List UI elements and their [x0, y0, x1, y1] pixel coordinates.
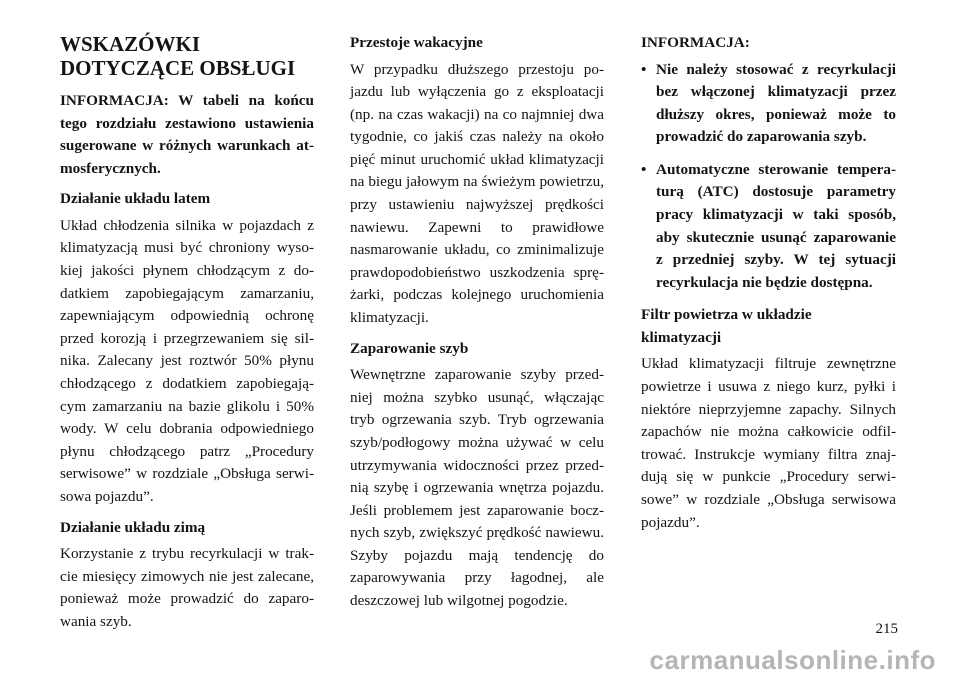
- info-bullet-2: • Automatyczne sterowanie temperaturą (ATC) dostosuje parametry pracy klimatyzacji w taki sposób, aby skutecznie usunąć zaparowanie z przedniej szyby. W tej sytuacji recyrkulacja nie będzie dostępna.: [641, 159, 896, 295]
- info-bullet-1: • Nie należy stosować z recyrkulacji bez włączonej klimatyzacji przez dłuższy okres, ponieważ może to prowadzić do zaparowania szyb.: [641, 59, 896, 149]
- winter-heading: Działanie układu zimą: [60, 518, 206, 536]
- info-bullet-list: [641, 59, 896, 295]
- filter-heading-line2: klimatyzacji: [641, 328, 722, 346]
- vacation-heading: Przestoje wakacyjne: [350, 34, 483, 51]
- fog-heading: Zaparowanie szyb: [350, 339, 469, 357]
- filter-heading: [641, 304, 896, 349]
- watermark: carmanualsonline.info: [649, 644, 936, 675]
- filter-heading-line1: Filtr powietrza w układzie: [641, 306, 812, 324]
- summer-heading: Działanie układu latem: [60, 190, 211, 208]
- summer-paragraph: Układ chłodzenia silnika w pojazdach z klimatyzacją musi być chroniony wysokiej jakości płynem chłodzącym z dodatkiem zapobiegającym zamarzaniu, zapewniającym odpowiednią ochronę przed korozją i przegrzewaniem się silnika. Zalecany jest roztwór 50% płynu chłodzącego z dodatkiem zapobiegającym zamarzaniu na bazie glikolu i 50% wody. W celu dobrania odpowiedniego płynu chłodzącego patrz „Procedury serwisowe” w rozdziale „Obsługa serwisowa pojazdu”.: [60, 216, 314, 505]
- filter-paragraph: Układ klimatyzacji filtruje zewnętrzne powietrze i usuwa z niego kurz, pyłki i niektóre nieprzyjemne zapachy. Silnych zapachów nie można całkowicie odfiltrować. Instrukcje wymiany filtra znajdują się w punkcie „Procedury serwisowe” w rozdziale „Obsługa serwisowa pojazdu”.: [641, 355, 896, 531]
- winter-paragraph: Korzystanie z trybu recyrkulacji w trakcie miesięcy zimowych nie jest zalecane, ponieważ może prowadzić do zaparowania szyb.: [60, 545, 314, 630]
- fog-paragraph: Wewnętrzne zaparowanie szyby przedniej można szybko usunąć, włączając tryb ogrzewania szyb. Tryb ogrzewania szyb/podłogowy można używać w celu utrzymywania widoczności przez przednią szybę i ogrzewania wnętrza pojazdu. Jeśli problemem jest zaparowanie bocznych szyb, zwiększyć prędkość nawiewu. Szyby pojazdu mają tendencję do zaparowywania przy łagodnej, ale deszczowej lub wilgotnej pogodzie.: [350, 366, 604, 610]
- page-number: 215: [875, 621, 898, 637]
- info-heading: INFORMACJA:: [641, 34, 750, 51]
- column-middle: [350, 32, 604, 621]
- section-title: [60, 32, 314, 80]
- column-left: [60, 32, 314, 641]
- vacation-paragraph: W przypadku dłuższego przestoju pojazdu lub wyłączenia go z eksploatacji (np. na czas wakacji) na co najmniej dwa tygodnie, co jakiś czas należy na około pięć minut uruchomić układ klimatyzacji na biegu jałowym na świeżym powietrzu, przy ustawieniu najwyższej prędkości nawiewu. Zapewni to prawidłowe nasmarowanie układu, co zminimalizuje prawdopodobieństwo uszkodzenia sprężarki, podczas kolejnego uruchomienia klimatyzacji.: [350, 60, 604, 327]
- section-title-line1: WSKAZÓWKI: [60, 32, 201, 56]
- info-note: INFORMACJA: W tabeli na końcu tego rozdziału zestawiono ustawienia sugerowane w różnych warunkach atmosferycznych.: [60, 92, 314, 177]
- column-right: [641, 32, 896, 542]
- section-title-line2: DOTYCZĄCE OBSŁUGI: [60, 56, 296, 80]
